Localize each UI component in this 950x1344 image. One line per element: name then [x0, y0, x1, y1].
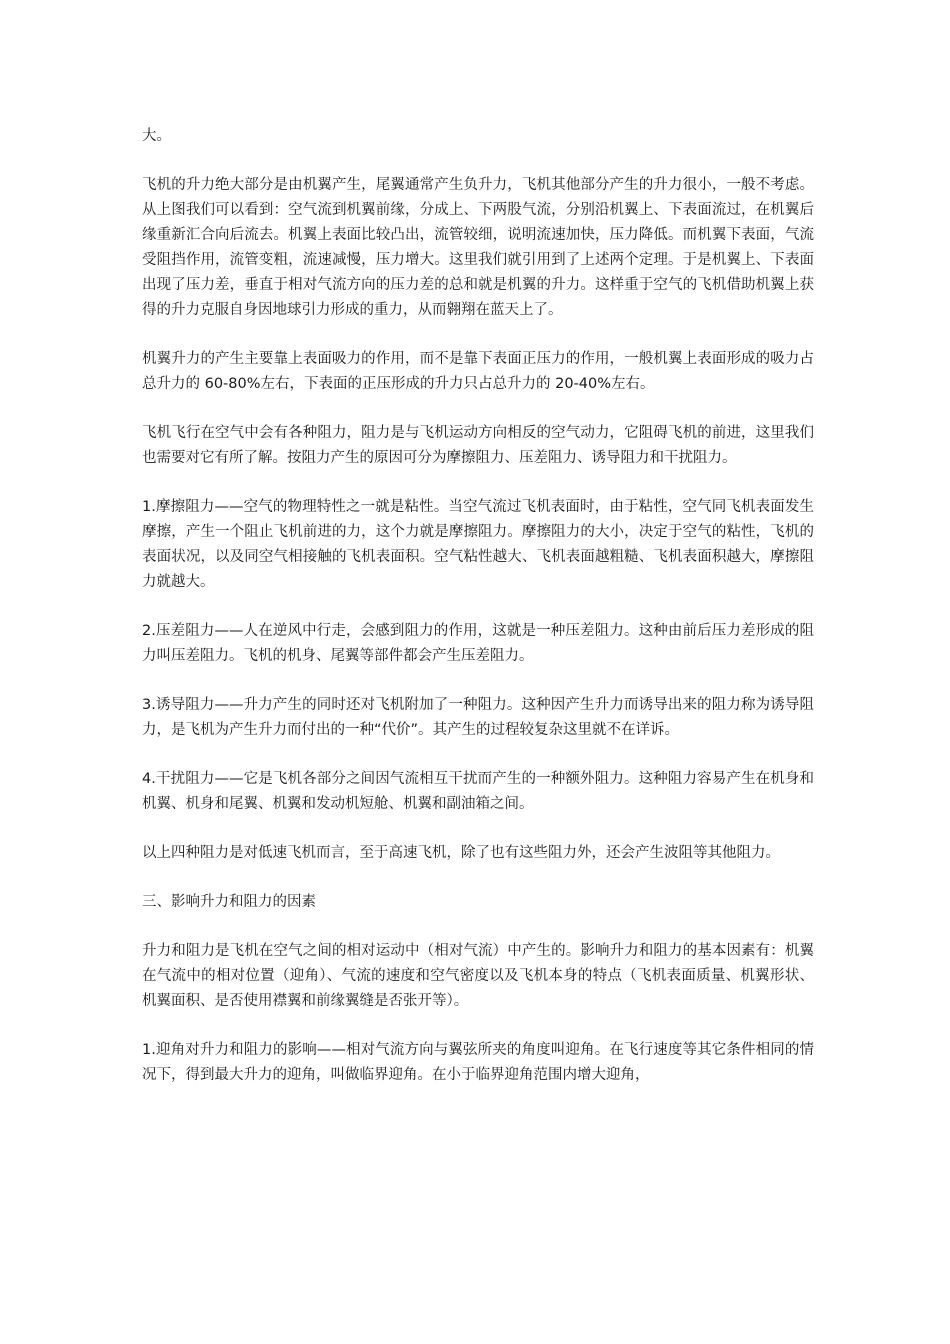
paragraph-high-speed-drag: 以上四种阻力是对低速飞机而言，至于高速飞机，除了也有这些阻力外，还会产生波阻等其他阻力。	[142, 845, 780, 861]
paragraph-continuation: 大。	[142, 128, 171, 144]
paragraph-drag-types-intro: 飞机飞行在空气中会有各种阻力，阻力是与飞机运动方向相反的空气动力，它阻碍飞机的前进，这里我们也需要对它有所了解。按阻力产生的原因可分为摩擦阻力、压差阻力、诱导阻力和干扰阻力。	[142, 425, 814, 466]
paragraph-lift-from-wing: 飞机的升力绝大部分是由机翼产生，尾翼通常产生负升力，飞机其他部分产生的升力很小，一般不考虑。从上图我们可以看到：空气流到机翼前缘，分成上、下两股气流，分别沿机翼上、下表面流过，在机翼后缘重新汇合向后流去。机翼上表面比较凸出，流管较细，说明流速加快，压力降低。而机翼下表面，气流受阻挡作用，流管变粗，流速减慢，压力增大。这里我们就引用到了上述两个定理。于是机翼上、下表面出现了压力差，垂直于相对气流方向的压力差的总和就是机翼的升力。这样重于空气的飞机借助机翼上获得的升力克服自身因地球引力形成的重力，从而翱翔在蓝天上了。	[142, 177, 814, 318]
paragraph-upper-surface-suction: 机翼升力的产生主要靠上表面吸力的作用，而不是靠下表面正压力的作用，一般机翼上表面形成的吸力占总升力的 60-80%左右，下表面的正压形成的升力只占总升力的 20-40%左右。	[142, 351, 814, 392]
paragraph-friction-drag: 1.摩擦阻力——空气的物理特性之一就是粘性。当空气流过飞机表面时，由于粘性，空气同飞机表面发生摩擦，产生一个阻止飞机前进的力，这个力就是摩擦阻力。摩擦阻力的大小，决定于空气的粘性，飞机的表面状况，以及同空气相接触的飞机表面积。空气粘性越大、飞机表面越粗糙、飞机表面积越大，摩擦阻力就越大。	[142, 499, 814, 590]
paragraph-pressure-drag: 2.压差阻力——人在逆风中行走，会感到阻力的作用，这就是一种压差阻力。这种由前后压力差形成的阻力叫压差阻力。飞机的机身、尾翼等部件都会产生压差阻力。	[142, 623, 814, 664]
document-page	[142, 124, 814, 1112]
section-heading-factors: 三、影响升力和阻力的因素	[142, 894, 316, 910]
paragraph-induced-drag: 3.诱导阻力——升力产生的同时还对飞机附加了一种阻力。这种因产生升力而诱导出来的阻力称为诱导阻力，是飞机为产生升力而付出的一种“代价”。其产生的过程较复杂这里就不在详诉。	[142, 697, 814, 738]
paragraph-interference-drag: 4.干扰阻力——它是飞机各部分之间因气流相互干扰而产生的一种额外阻力。这种阻力容易产生在机身和机翼、机身和尾翼、机翼和发动机短舱、机翼和副油箱之间。	[142, 771, 814, 812]
paragraph-angle-of-attack: 1.迎角对升力和阻力的影响——相对气流方向与翼弦所夹的角度叫迎角。在飞行速度等其它条件相同的情况下，得到最大升力的迎角，叫做临界迎角。在小于临界迎角范围内增大迎角，	[142, 1042, 814, 1083]
paragraph-factors-intro: 升力和阻力是飞机在空气之间的相对运动中（相对气流）中产生的。影响升力和阻力的基本因素有：机翼在气流中的相对位置（迎角）、气流的速度和空气密度以及飞机本身的特点（飞机表面质量、机翼形状、机翼面积、是否使用襟翼和前缘翼缝是否张开等）。	[142, 943, 814, 1009]
